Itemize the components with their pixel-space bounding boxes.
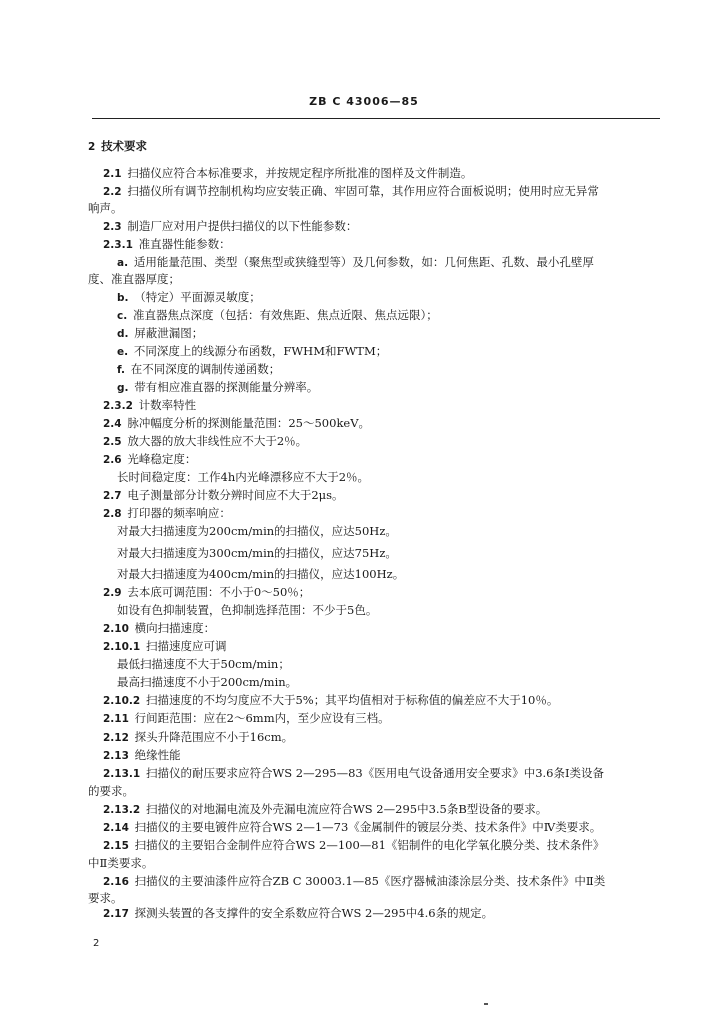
text-line (117, 656, 290, 672)
clause-number: 2.9 (103, 587, 122, 599)
clause-number: 2.15 (103, 840, 129, 852)
clause-text: 绝缘性能 (134, 748, 181, 762)
clause-number: e. (117, 346, 129, 358)
clause-number: 2.2 (103, 186, 122, 198)
clause-number: f. (117, 364, 125, 376)
text-line (103, 837, 604, 854)
text-line (117, 361, 280, 378)
clause-text: 扫描仪的主要电镀件应符合WS 2—1—73《金属制件的镀层分类、技术条件》中Ⅳ类要求。 (134, 820, 602, 834)
clause-text: 的要求。 (88, 784, 134, 798)
text-line (103, 165, 472, 182)
clause-text: 要求。 (88, 891, 123, 905)
text-line (88, 271, 180, 287)
text-line (117, 289, 261, 306)
clause-number: 2.3.1 (103, 239, 133, 251)
text-line (103, 433, 307, 450)
clause-text: 准直器焦点深度（包括：有效焦距、焦点近限、焦点远限）； (132, 308, 438, 322)
scan-speck (484, 1003, 488, 1005)
header-rule (92, 118, 660, 119)
clause-text: 适用能量范围、类型（聚焦型或狭缝型等）及几何参数，如：几何焦距、孔数、最小孔壁厚 (133, 255, 594, 269)
clause-text: 最低扫描速度不大于50cm/min； (117, 657, 290, 671)
text-line (117, 307, 438, 324)
text-line (103, 765, 604, 782)
clause-number: 2.10.1 (103, 641, 141, 653)
text-line (103, 236, 231, 253)
clause-number: a. (117, 257, 129, 269)
text-line (103, 397, 196, 414)
clause-number: 2.3.2 (103, 400, 133, 412)
clause-number: 2.10 (103, 623, 129, 635)
text-line (103, 183, 599, 200)
clause-text: 计数率特性 (138, 398, 197, 412)
clause-text: 放大器的放大非线性应不大于2％。 (127, 434, 308, 448)
clause-number: 2.12 (103, 732, 129, 744)
text-line (103, 692, 558, 709)
clause-text: 去本底可调范围：不小于0～50％； (127, 585, 311, 599)
clause-text: 如设有色抑制装置，色抑制选择范围：不少于5色。 (117, 603, 378, 617)
clause-number: b. (117, 292, 129, 304)
clause-text: 扫描仪的耐压要求应符合WS 2—295—83《医用电气设备通用安全要求》中3.6条I类设备 (145, 766, 605, 780)
clause-number: 2.13 (103, 750, 129, 762)
clause-text: 技术要求 (101, 139, 148, 153)
text-line (103, 218, 357, 235)
text-line (103, 747, 181, 764)
clause-number: c. (117, 310, 128, 322)
clause-text: 扫描仪的主要铝合金制件应符合WS 2—100—81《铝制件的电化学氧化膜分类、技术条件》 (134, 838, 605, 852)
text-line (117, 469, 369, 485)
text-line (103, 801, 547, 818)
clause-text: 光峰稳定度： (127, 452, 197, 466)
clause-text: 探测头装置的各支撑件的安全系数应符合WS 2—295中4.6条的规定。 (134, 906, 494, 920)
standard-code-header: ZB C 43006—85 (309, 95, 419, 108)
text-line (103, 415, 370, 432)
text-line (103, 819, 601, 836)
clause-text: 准直器性能参数： (138, 237, 231, 251)
clause-text: 扫描仪的主要油漆件应符合ZB C 30003.1—85《医疗器械油漆涂层分类、技术条件》中Ⅱ类 (134, 874, 606, 888)
clause-text: 脉冲幅度分析的探测能量范围：25～500keV。 (127, 416, 371, 430)
clause-text: 对最大扫描速度为400cm/min的扫描仪，应达100Hz。 (117, 567, 405, 581)
clause-number: 2.17 (103, 908, 129, 920)
text-line (88, 200, 123, 216)
clause-number: 2.11 (103, 713, 129, 725)
clause-number: 2.1 (103, 168, 122, 180)
clause-number: 2.7 (103, 490, 122, 502)
clause-number: 2.4 (103, 418, 122, 430)
clause-number: 2.3 (103, 221, 122, 233)
clause-number: 2.10.2 (103, 695, 141, 707)
clause-number: g. (117, 382, 129, 394)
clause-text: 扫描仪的对地漏电流及外壳漏电流应符合WS 2—295中3.5条B型设备的要求。 (145, 802, 548, 816)
clause-text: 响声。 (88, 201, 123, 215)
text-line (88, 138, 147, 155)
clause-number: 2.16 (103, 876, 129, 888)
text-line (103, 620, 215, 637)
text-line (117, 343, 387, 360)
clause-text: （特定）平面源灵敏度； (134, 290, 261, 304)
text-line (103, 487, 344, 504)
clause-text: 不同深度上的线源分布函数，FWHM和FWTM； (133, 344, 388, 358)
clause-number: 2.13.1 (103, 768, 141, 780)
clause-number: 2 (88, 141, 96, 153)
clause-text: 对最大扫描速度为300cm/min的扫描仪，应达75Hz。 (117, 546, 397, 560)
clause-text: 中Ⅱ类要求。 (88, 856, 154, 870)
clause-text: 屏蔽泄漏图； (134, 326, 204, 340)
clause-text: 扫描速度应可调 (145, 639, 227, 653)
text-line (88, 855, 153, 871)
text-line (117, 566, 404, 582)
text-line (117, 674, 297, 690)
page-number: 2 (93, 938, 100, 949)
clause-text: 最高扫描速度不小于200cm/min。 (117, 675, 298, 689)
clause-text: 制造厂应对用户提供扫描仪的以下性能参数： (127, 219, 358, 233)
text-line (117, 379, 318, 396)
clause-text: 扫描仪所有调节控制机构均应安装正确、牢固可靠，其作用应符合面板说明；使用时应无异常 (127, 184, 599, 198)
text-line (117, 545, 397, 561)
text-line (103, 710, 390, 727)
text-line (103, 905, 493, 922)
clause-text: 对最大扫描速度为200cm/min的扫描仪，应达50Hz。 (117, 524, 397, 538)
clause-text: 在不同深度的调制传递函数； (130, 362, 281, 376)
clause-text: 电子测量部分计数分辨时间应不大于2μs。 (127, 488, 344, 502)
text-line (103, 873, 605, 890)
clause-text: 行间距范围：应在2～6mm内，至少应设有三档。 (134, 711, 390, 725)
text-line (103, 451, 196, 468)
text-line (103, 505, 231, 522)
clause-text: 带有相应准直器的探测能量分辨率。 (134, 380, 319, 394)
text-line (117, 254, 594, 271)
text-line (117, 523, 397, 539)
clause-text: 探头升降范围应不小于16cm。 (134, 730, 294, 744)
clause-text: 度、准直器厚度； (88, 272, 180, 286)
clause-text: 扫描仪应符合本标准要求，并按规定程序所批准的图样及文件制造。 (127, 166, 473, 180)
clause-text: 打印器的频率响应： (127, 506, 231, 520)
clause-number: 2.5 (103, 436, 122, 448)
clause-number: 2.6 (103, 454, 122, 466)
text-line (103, 638, 226, 655)
clause-number: 2.13.2 (103, 804, 141, 816)
clause-text: 长时间稳定度：工作4h内光峰漂移应不大于2％。 (117, 470, 370, 484)
text-line (103, 729, 293, 746)
clause-text: 扫描速度的不均匀度应不大于5%；其平均值相对于标称值的偏差应不大于10％。 (145, 693, 559, 707)
clause-number: d. (117, 328, 129, 340)
clause-number: 2.8 (103, 508, 122, 520)
text-line (88, 783, 134, 799)
text-line (117, 602, 377, 618)
clause-number: 2.14 (103, 822, 129, 834)
text-line (117, 325, 203, 342)
text-line (88, 890, 123, 906)
text-line (103, 584, 310, 601)
clause-text: 横向扫描速度： (134, 621, 216, 635)
